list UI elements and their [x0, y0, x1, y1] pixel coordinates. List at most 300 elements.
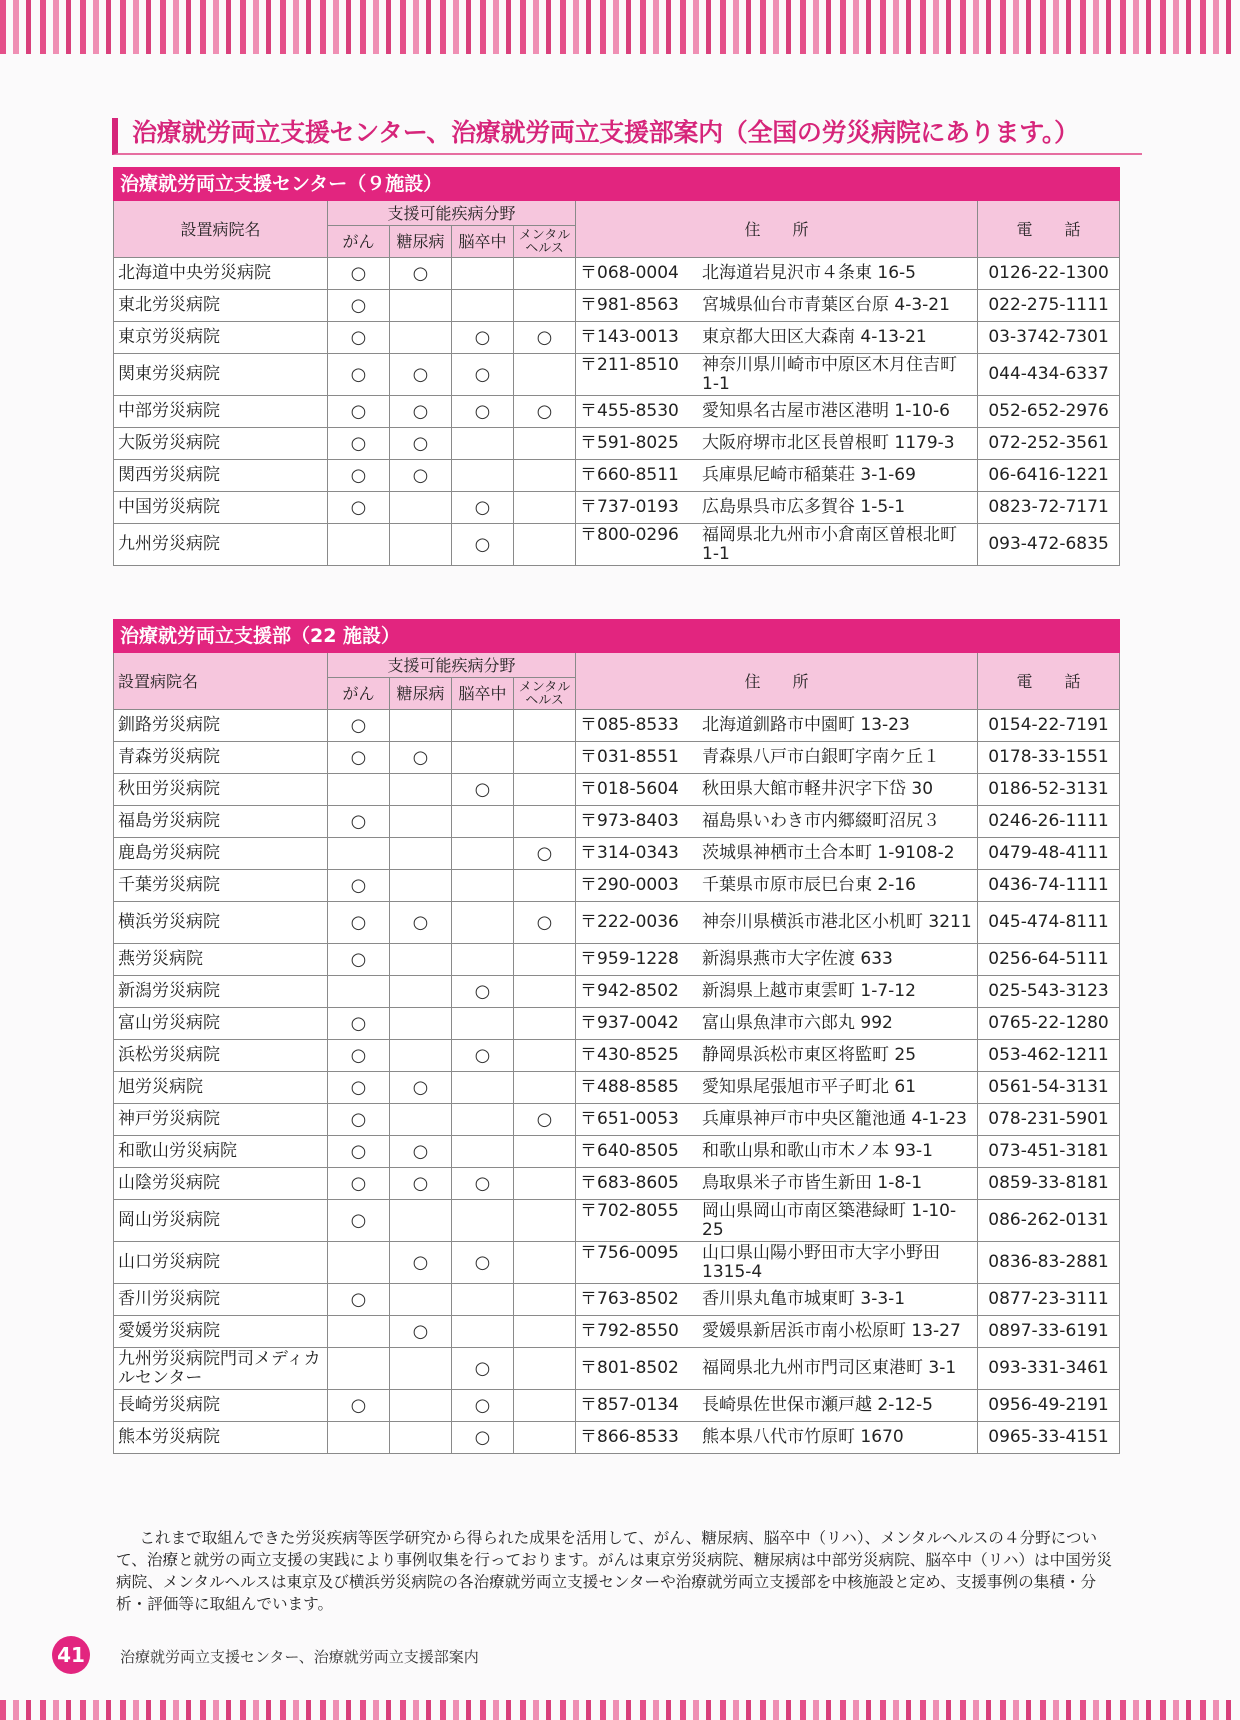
hospital-name: 香川労災病院: [114, 1284, 328, 1316]
field-mark-cell: [390, 460, 452, 492]
address-cell: [576, 742, 978, 774]
field-mark-cell: [514, 1168, 576, 1200]
field-mark-cell: [390, 710, 452, 742]
header-phone: 電 話: [978, 201, 1120, 258]
departments-caption: 治療就労両立支援部（22 施設）: [114, 620, 1120, 653]
field-mark-cell: [390, 1242, 452, 1284]
field-mark-cell: [328, 492, 390, 524]
phone-number: 0256-64-5111: [978, 944, 1120, 976]
field-mark-cell: [514, 1316, 576, 1348]
field-mark-cell: [452, 1008, 514, 1040]
circle-mark: ○: [350, 1395, 367, 1416]
address: 福島県いわき市内郷綴町沼尻３: [702, 811, 940, 831]
field-mark-cell: [452, 354, 514, 396]
address: 広島県呉市広多賀谷 1-5-1: [702, 497, 906, 517]
field-mark-cell: [514, 806, 576, 838]
circle-mark: ○: [350, 465, 367, 486]
field-mark-cell: [390, 1040, 452, 1072]
address: 熊本県八代市竹原町 1670: [702, 1427, 904, 1447]
hospital-name: 横浜労災病院: [114, 902, 328, 944]
circle-mark: ○: [412, 401, 429, 422]
table-row: [114, 1390, 1120, 1422]
field-mark-cell: [514, 1040, 576, 1072]
circle-mark: ○: [350, 1173, 367, 1194]
postal-code: 〒290-0003: [580, 875, 679, 895]
postal-code: 〒942-8502: [580, 981, 679, 1001]
postal-code: 〒801-8502: [580, 1358, 679, 1378]
address: 岡山県岡山市南区築港緑町 1-10-25: [702, 1200, 957, 1240]
field-mark-cell: [452, 1348, 514, 1390]
circle-mark: ○: [350, 1109, 367, 1130]
circle-mark: ○: [536, 912, 553, 933]
top-stripe-decoration: [0, 0, 1240, 54]
table-row: [114, 1136, 1120, 1168]
address: 秋田県大館市軽井沢字下岱 30: [702, 779, 934, 799]
table-row: [114, 1072, 1120, 1104]
phone-number: 053-462-1211: [978, 1040, 1120, 1072]
hospital-name: 富山労災病院: [114, 1008, 328, 1040]
field-mark-cell: [514, 1072, 576, 1104]
address: 北海道岩見沢市４条東 16-5: [702, 263, 916, 283]
circle-mark: ○: [350, 327, 367, 348]
circle-mark: ○: [350, 1045, 367, 1066]
address-cell: [576, 1316, 978, 1348]
field-mark-cell: [328, 1104, 390, 1136]
field-mark-cell: [328, 838, 390, 870]
header-cancer: がん: [328, 226, 390, 258]
phone-number: 025-543-3123: [978, 976, 1120, 1008]
hospital-name: 鹿島労災病院: [114, 838, 328, 870]
field-mark-cell: [390, 1316, 452, 1348]
address-cell: [576, 322, 978, 354]
header-mental-health: [514, 226, 576, 258]
circle-mark: ○: [536, 1109, 553, 1130]
field-mark-cell: [452, 838, 514, 870]
field-mark-cell: [514, 976, 576, 1008]
circle-mark: ○: [412, 1321, 429, 1342]
field-mark-cell: [328, 944, 390, 976]
circle-mark: ○: [412, 1077, 429, 1098]
field-mark-cell: [328, 1136, 390, 1168]
table-row: [114, 492, 1120, 524]
address: 宮城県仙台市青葉区台原 4-3-21: [702, 295, 950, 315]
address-cell: [576, 902, 978, 944]
table-row: [114, 1168, 1120, 1200]
field-mark-cell: [514, 1348, 576, 1390]
field-mark-cell: [390, 1008, 452, 1040]
hospital-name: 東北労災病院: [114, 290, 328, 322]
address-cell: [576, 1200, 978, 1242]
field-mark-cell: [452, 710, 514, 742]
address-cell: [576, 1284, 978, 1316]
circle-mark: ○: [474, 1252, 491, 1273]
field-mark-cell: [390, 1284, 452, 1316]
postal-code: 〒937-0042: [580, 1013, 679, 1033]
hospital-name: 大阪労災病院: [114, 428, 328, 460]
postal-code: 〒756-0095: [580, 1242, 679, 1263]
address-cell: [576, 710, 978, 742]
departments-table: [113, 619, 1120, 1454]
field-mark-cell: [514, 428, 576, 460]
field-mark-cell: [514, 1008, 576, 1040]
field-mark-cell: [390, 1348, 452, 1390]
postal-code: 〒211-8510: [580, 354, 679, 375]
address-cell: [576, 428, 978, 460]
field-mark-cell: [514, 1284, 576, 1316]
field-mark-cell: [390, 428, 452, 460]
postal-code: 〒702-8055: [580, 1200, 679, 1221]
address: 新潟県上越市東雲町 1-7-12: [702, 981, 916, 1001]
header-mental-line1: メンタル: [518, 227, 571, 243]
field-mark-cell: [328, 290, 390, 322]
address: 福岡県北九州市小倉南区曽根北町 1-1: [702, 524, 957, 564]
bottom-stripe-decoration: [0, 1700, 1240, 1720]
field-mark-cell: [328, 774, 390, 806]
field-mark-cell: [452, 1136, 514, 1168]
address-cell: [576, 976, 978, 1008]
circle-mark: ○: [474, 327, 491, 348]
circle-mark: ○: [350, 1141, 367, 1162]
table-row: [114, 870, 1120, 902]
field-mark-cell: [390, 1390, 452, 1422]
field-mark-cell: [452, 1200, 514, 1242]
phone-number: 0956-49-2191: [978, 1390, 1120, 1422]
address-cell: [576, 396, 978, 428]
field-mark-cell: [452, 870, 514, 902]
header-fields: 支援可能疾病分野: [328, 201, 576, 226]
field-mark-cell: [328, 1284, 390, 1316]
field-mark-cell: [390, 1136, 452, 1168]
phone-number: 093-331-3461: [978, 1348, 1120, 1390]
table-row: [114, 1104, 1120, 1136]
page-title: 治療就労両立支援センター、治療就労両立支援部案内（全国の労災病院にあります。）: [112, 118, 1142, 155]
address-cell: [576, 1390, 978, 1422]
postal-code: 〒018-5604: [580, 779, 679, 799]
address-cell: [576, 1136, 978, 1168]
postal-code: 〒792-8550: [580, 1321, 679, 1341]
field-mark-cell: [452, 290, 514, 322]
field-mark-cell: [390, 838, 452, 870]
hospital-name: 熊本労災病院: [114, 1422, 328, 1454]
postal-code: 〒800-0296: [580, 524, 679, 545]
circle-mark: ○: [474, 1358, 491, 1379]
field-mark-cell: [390, 742, 452, 774]
field-mark-cell: [452, 1422, 514, 1454]
table-row: [114, 290, 1120, 322]
field-mark-cell: [328, 742, 390, 774]
postal-code: 〒683-8605: [580, 1173, 679, 1193]
postal-code: 〒085-8533: [580, 715, 679, 735]
field-mark-cell: [328, 1422, 390, 1454]
field-mark-cell: [514, 354, 576, 396]
address: 青森県八戸市白銀町字南ケ丘１: [702, 747, 940, 767]
header-address: 住 所: [576, 201, 978, 258]
table-row: [114, 806, 1120, 838]
phone-number: 03-3742-7301: [978, 322, 1120, 354]
address: 東京都大田区大森南 4-13-21: [702, 327, 927, 347]
field-mark-cell: [514, 1136, 576, 1168]
header-stroke: 脳卒中: [452, 226, 514, 258]
address-cell: [576, 354, 978, 396]
address-cell: [576, 460, 978, 492]
circle-mark: ○: [474, 1045, 491, 1066]
circle-mark: ○: [474, 534, 491, 555]
circle-mark: ○: [350, 263, 367, 284]
header-diabetes: 糖尿病: [390, 226, 452, 258]
hospital-name: 北海道中央労災病院: [114, 258, 328, 290]
hospital-name: 釧路労災病院: [114, 710, 328, 742]
hospital-name: 山口労災病院: [114, 1242, 328, 1284]
table-row: [114, 944, 1120, 976]
field-mark-cell: [390, 1422, 452, 1454]
field-mark-cell: [452, 460, 514, 492]
field-mark-cell: [452, 976, 514, 1008]
header-mental-line2: ヘルス: [525, 692, 564, 708]
field-mark-cell: [514, 396, 576, 428]
field-mark-cell: [514, 1242, 576, 1284]
hospital-name: 中部労災病院: [114, 396, 328, 428]
field-mark-cell: [328, 258, 390, 290]
field-mark-cell: [514, 838, 576, 870]
field-mark-cell: [390, 806, 452, 838]
field-mark-cell: [452, 1104, 514, 1136]
postal-code: 〒314-0343: [580, 843, 679, 863]
field-mark-cell: [390, 396, 452, 428]
hospital-name: 九州労災病院門司メディカルセンター: [114, 1348, 328, 1390]
phone-number: 044-434-6337: [978, 354, 1120, 396]
hospital-name: 愛媛労災病院: [114, 1316, 328, 1348]
field-mark-cell: [514, 710, 576, 742]
header-cancer: がん: [328, 678, 390, 710]
field-mark-cell: [452, 396, 514, 428]
hospital-name: 青森労災病院: [114, 742, 328, 774]
table-row: [114, 976, 1120, 1008]
field-mark-cell: [328, 1168, 390, 1200]
postal-code: 〒857-0134: [580, 1395, 679, 1415]
field-mark-cell: [452, 806, 514, 838]
field-mark-cell: [452, 1316, 514, 1348]
address: 愛知県名古屋市港区港明 1-10-6: [702, 401, 950, 421]
phone-number: 086-262-0131: [978, 1200, 1120, 1242]
phone-number: 078-231-5901: [978, 1104, 1120, 1136]
circle-mark: ○: [350, 364, 367, 385]
circle-mark: ○: [412, 1173, 429, 1194]
field-mark-cell: [328, 524, 390, 566]
address-cell: [576, 1104, 978, 1136]
table-row: [114, 710, 1120, 742]
hospital-name: 山陰労災病院: [114, 1168, 328, 1200]
address: 新潟県燕市大字佐渡 633: [702, 949, 893, 969]
field-mark-cell: [452, 902, 514, 944]
postal-code: 〒660-8511: [580, 465, 679, 485]
circle-mark: ○: [350, 747, 367, 768]
hospital-name: 関西労災病院: [114, 460, 328, 492]
table-row: [114, 354, 1120, 396]
circle-mark: ○: [350, 497, 367, 518]
field-mark-cell: [514, 1200, 576, 1242]
table-row: [114, 396, 1120, 428]
address: 愛知県尾張旭市平子町北 61: [702, 1077, 917, 1097]
phone-number: 0823-72-7171: [978, 492, 1120, 524]
field-mark-cell: [390, 774, 452, 806]
header-stroke: 脳卒中: [452, 678, 514, 710]
circle-mark: ○: [536, 327, 553, 348]
header-phone: 電 話: [978, 653, 1120, 710]
field-mark-cell: [328, 322, 390, 354]
field-mark-cell: [328, 870, 390, 902]
phone-number: 0436-74-1111: [978, 870, 1120, 902]
circle-mark: ○: [474, 981, 491, 1002]
phone-number: 0154-22-7191: [978, 710, 1120, 742]
phone-number: 06-6416-1221: [978, 460, 1120, 492]
phone-number: 0561-54-3131: [978, 1072, 1120, 1104]
circle-mark: ○: [474, 1173, 491, 1194]
circle-mark: ○: [412, 465, 429, 486]
address-cell: [576, 806, 978, 838]
field-mark-cell: [452, 1168, 514, 1200]
postal-code: 〒981-8563: [580, 295, 679, 315]
field-mark-cell: [328, 428, 390, 460]
page-number: 41: [52, 1636, 90, 1674]
table-row: [114, 428, 1120, 460]
field-mark-cell: [328, 902, 390, 944]
phone-number: 0765-22-1280: [978, 1008, 1120, 1040]
circle-mark: ○: [536, 401, 553, 422]
field-mark-cell: [452, 1390, 514, 1422]
field-mark-cell: [328, 710, 390, 742]
field-mark-cell: [452, 742, 514, 774]
field-mark-cell: [514, 742, 576, 774]
table-row: [114, 1284, 1120, 1316]
field-mark-cell: [390, 1104, 452, 1136]
field-mark-cell: [328, 1008, 390, 1040]
field-mark-cell: [452, 1072, 514, 1104]
phone-number: 0877-23-3111: [978, 1284, 1120, 1316]
circle-mark: ○: [474, 497, 491, 518]
postal-code: 〒488-8585: [580, 1077, 679, 1097]
field-mark-cell: [328, 1040, 390, 1072]
address-cell: [576, 1348, 978, 1390]
address-cell: [576, 870, 978, 902]
address-cell: [576, 1242, 978, 1284]
field-mark-cell: [452, 1242, 514, 1284]
circle-mark: ○: [474, 779, 491, 800]
field-mark-cell: [452, 1284, 514, 1316]
table-row: [114, 1316, 1120, 1348]
table-row: [114, 774, 1120, 806]
table-row: [114, 524, 1120, 566]
field-mark-cell: [514, 524, 576, 566]
header-fields: 支援可能疾病分野: [328, 653, 576, 678]
field-mark-cell: [514, 322, 576, 354]
address: 千葉県市原市辰巳台東 2-16: [702, 875, 916, 895]
table-row: [114, 838, 1120, 870]
table-row: [114, 1200, 1120, 1242]
circle-mark: ○: [412, 1252, 429, 1273]
postal-code: 〒866-8533: [580, 1427, 679, 1447]
address: 静岡県浜松市東区将監町 25: [702, 1045, 917, 1065]
explanatory-note: これまで取組んできた労災疾病等医学研究から得られた成果を活用して、がん、糖尿病、脳卒中（リハ）、メンタルヘルスの４分野について、治療と就労の両立支援の実践により事例収集を行っております。がんは東京労災病院、糖尿病は中部労災病院、脳卒中（リハ）は中国労災病院、メンタルヘルスは東京及び横浜労災病院の各治療就労両立支援センターや治療就労両立支援部を中核施設と定め、支援事例の集積・分析・評価等に取組んでいます。: [116, 1529, 1112, 1613]
field-mark-cell: [452, 258, 514, 290]
table-row: [114, 742, 1120, 774]
address: 長崎県佐世保市瀬戸越 2-12-5: [702, 1395, 933, 1415]
address-cell: [576, 290, 978, 322]
circle-mark: ○: [350, 875, 367, 896]
hospital-name: 浜松労災病院: [114, 1040, 328, 1072]
circle-mark: ○: [474, 401, 491, 422]
phone-number: 0965-33-4151: [978, 1422, 1120, 1454]
postal-code: 〒222-0036: [580, 912, 679, 932]
circle-mark: ○: [412, 912, 429, 933]
address-cell: [576, 774, 978, 806]
field-mark-cell: [514, 1104, 576, 1136]
address: 鳥取県米子市皆生新田 1-8-1: [702, 1173, 923, 1193]
hospital-name: 岡山労災病院: [114, 1200, 328, 1242]
hospital-name: 和歌山労災病院: [114, 1136, 328, 1168]
phone-number: 052-652-2976: [978, 396, 1120, 428]
postal-code: 〒763-8502: [580, 1289, 679, 1309]
table-row: [114, 1040, 1120, 1072]
field-mark-cell: [390, 1168, 452, 1200]
address: 富山県魚津市六郎丸 992: [702, 1013, 893, 1033]
postal-code: 〒455-8530: [580, 401, 679, 421]
hospital-name: 東京労災病院: [114, 322, 328, 354]
field-mark-cell: [328, 1348, 390, 1390]
field-mark-cell: [328, 976, 390, 1008]
field-mark-cell: [514, 290, 576, 322]
postal-code: 〒651-0053: [580, 1109, 679, 1129]
circle-mark: ○: [350, 1210, 367, 1231]
field-mark-cell: [390, 354, 452, 396]
header-mental-line1: メンタル: [518, 679, 571, 695]
address: 茨城県神栖市土合本町 1-9108-2: [702, 843, 955, 863]
field-mark-cell: [514, 870, 576, 902]
header-diabetes: 糖尿病: [390, 678, 452, 710]
table-row: [114, 1348, 1120, 1390]
address-cell: [576, 1422, 978, 1454]
postal-code: 〒591-8025: [580, 433, 679, 453]
field-mark-cell: [452, 322, 514, 354]
field-mark-cell: [390, 524, 452, 566]
circle-mark: ○: [474, 1427, 491, 1448]
address: 和歌山県和歌山市木ノ本 93-1: [702, 1141, 933, 1161]
header-mental-line2: ヘルス: [525, 240, 564, 256]
field-mark-cell: [328, 1072, 390, 1104]
phone-number: 0186-52-3131: [978, 774, 1120, 806]
header-mental-health: [514, 678, 576, 710]
phone-number: 0126-22-1300: [978, 258, 1120, 290]
postal-code: 〒737-0193: [580, 497, 679, 517]
field-mark-cell: [390, 492, 452, 524]
circle-mark: ○: [350, 949, 367, 970]
header-address: 住 所: [576, 653, 978, 710]
header-hospital: 設置病院名: [114, 653, 328, 710]
field-mark-cell: [328, 1200, 390, 1242]
address-cell: [576, 1072, 978, 1104]
field-mark-cell: [514, 1422, 576, 1454]
table-row: [114, 1422, 1120, 1454]
phone-number: 0479-48-4111: [978, 838, 1120, 870]
hospital-name: 中国労災病院: [114, 492, 328, 524]
field-mark-cell: [390, 258, 452, 290]
phone-number: 0836-83-2881: [978, 1242, 1120, 1284]
field-mark-cell: [328, 354, 390, 396]
field-mark-cell: [452, 524, 514, 566]
field-mark-cell: [514, 774, 576, 806]
hospital-name: 九州労災病院: [114, 524, 328, 566]
address: 山口県山陽小野田市大字小野田 1315-4: [702, 1242, 940, 1282]
phone-number: 0246-26-1111: [978, 806, 1120, 838]
